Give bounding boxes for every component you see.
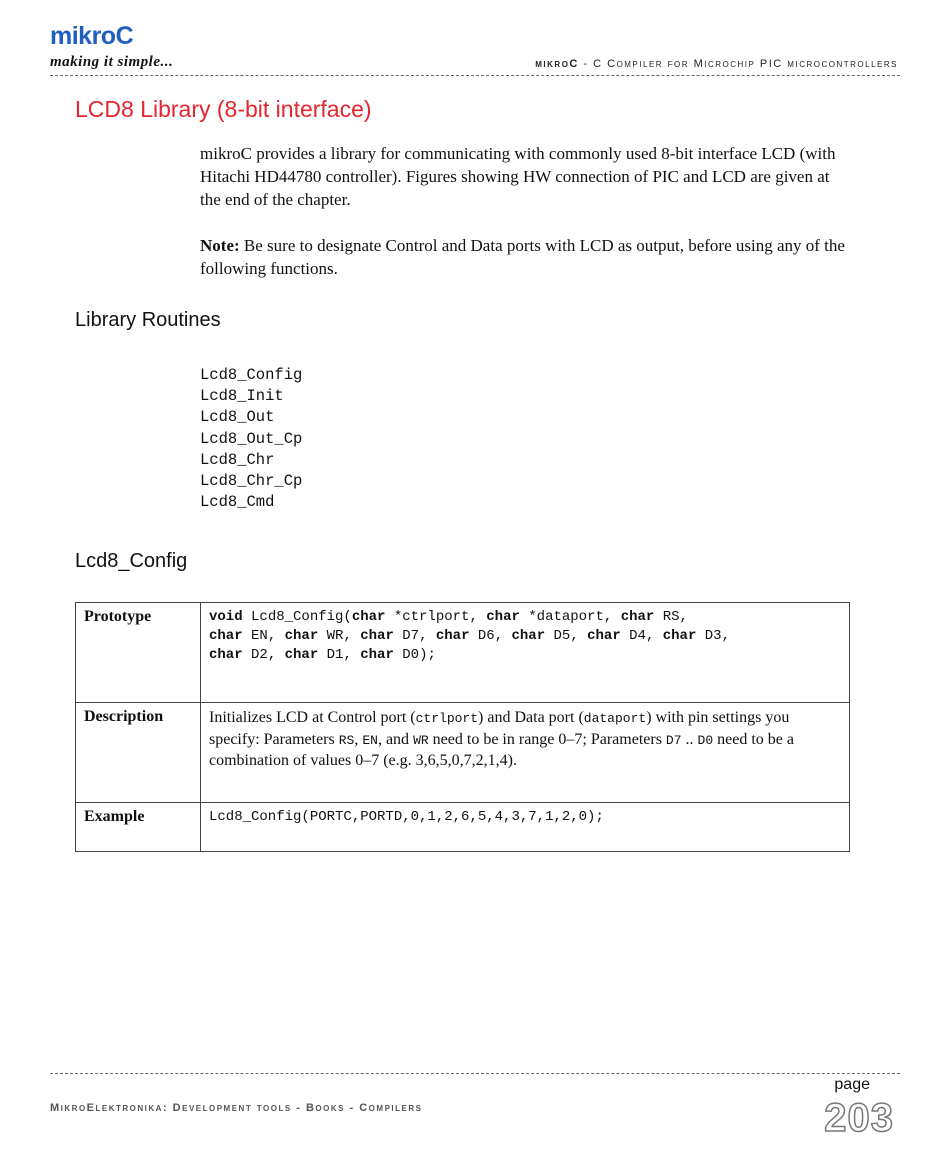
example-label: Example bbox=[76, 803, 201, 852]
intro-paragraph: mikroC provides a library for communicating with commonly used 8-bit interface LCD (with Hitachi HD44780 controller). Figures showing HW connection of PIC and LCD are given at the end of the chapter. bbox=[200, 144, 836, 209]
routine-item: Lcd8_Init bbox=[200, 387, 284, 406]
example-code: Lcd8_Config(PORTC,PORTD,0,1,2,6,5,4,3,7,1,2,0); bbox=[201, 803, 850, 852]
description-label: Description bbox=[76, 703, 201, 803]
page-label: page bbox=[834, 1076, 870, 1093]
note-text: Be sure to designate Control and Data ports with LCD as output, before using any of the following functions. bbox=[200, 236, 845, 278]
page-number: 203 bbox=[824, 1096, 894, 1140]
routine-item: Lcd8_Out bbox=[200, 408, 275, 427]
function-spec-table bbox=[75, 602, 850, 852]
routines-list bbox=[200, 365, 302, 513]
header-product-bold: mikroC bbox=[535, 58, 579, 70]
mikroc-logo: mikroC bbox=[50, 22, 134, 50]
table-row bbox=[76, 703, 850, 803]
routine-item: Lcd8_Chr_Cp bbox=[200, 472, 303, 491]
footer-publisher: MikroElektronika: Development tools - Books - Compilers bbox=[50, 1102, 423, 1114]
lcd8-config-heading: Lcd8_Config bbox=[75, 550, 188, 572]
table-row bbox=[76, 803, 850, 852]
tagline: making it simple... bbox=[50, 54, 174, 70]
library-routines-heading: Library Routines bbox=[75, 309, 221, 331]
prototype-label: Prototype bbox=[76, 603, 201, 703]
description-text: Initializes LCD at Control port (ctrlport) and Data port (dataport) with pin settings you specify: Parameters RS, EN, and WR need to be in range 0–7; Parameters D7 .. D0 need to be a combination of values 0–7 (e.g. 3,6,5,0,7,2,1,4). bbox=[201, 703, 850, 803]
table-row bbox=[76, 603, 850, 703]
note-label: Note: bbox=[200, 236, 240, 255]
routine-item: Lcd8_Config bbox=[200, 366, 303, 384]
header-divider bbox=[50, 75, 900, 76]
header-product-rest: - C Compiler for Microchip PIC microcontrollers bbox=[578, 58, 898, 70]
routine-item: Lcd8_Chr bbox=[200, 450, 275, 469]
page-title: LCD8 Library (8-bit interface) bbox=[75, 96, 372, 122]
header-product-line bbox=[535, 58, 898, 70]
routine-item: Lcd8_Cmd bbox=[200, 493, 275, 512]
prototype-code: void Lcd8_Config(char *ctrlport, char *dataport, char RS, char EN, char WR, char D7, char D6, char D5, char D4, char D3, char D2, char D1, char D0); bbox=[201, 603, 850, 703]
footer-divider bbox=[50, 1073, 900, 1074]
routine-item: Lcd8_Out_Cp bbox=[200, 429, 303, 448]
note-paragraph bbox=[200, 234, 850, 280]
